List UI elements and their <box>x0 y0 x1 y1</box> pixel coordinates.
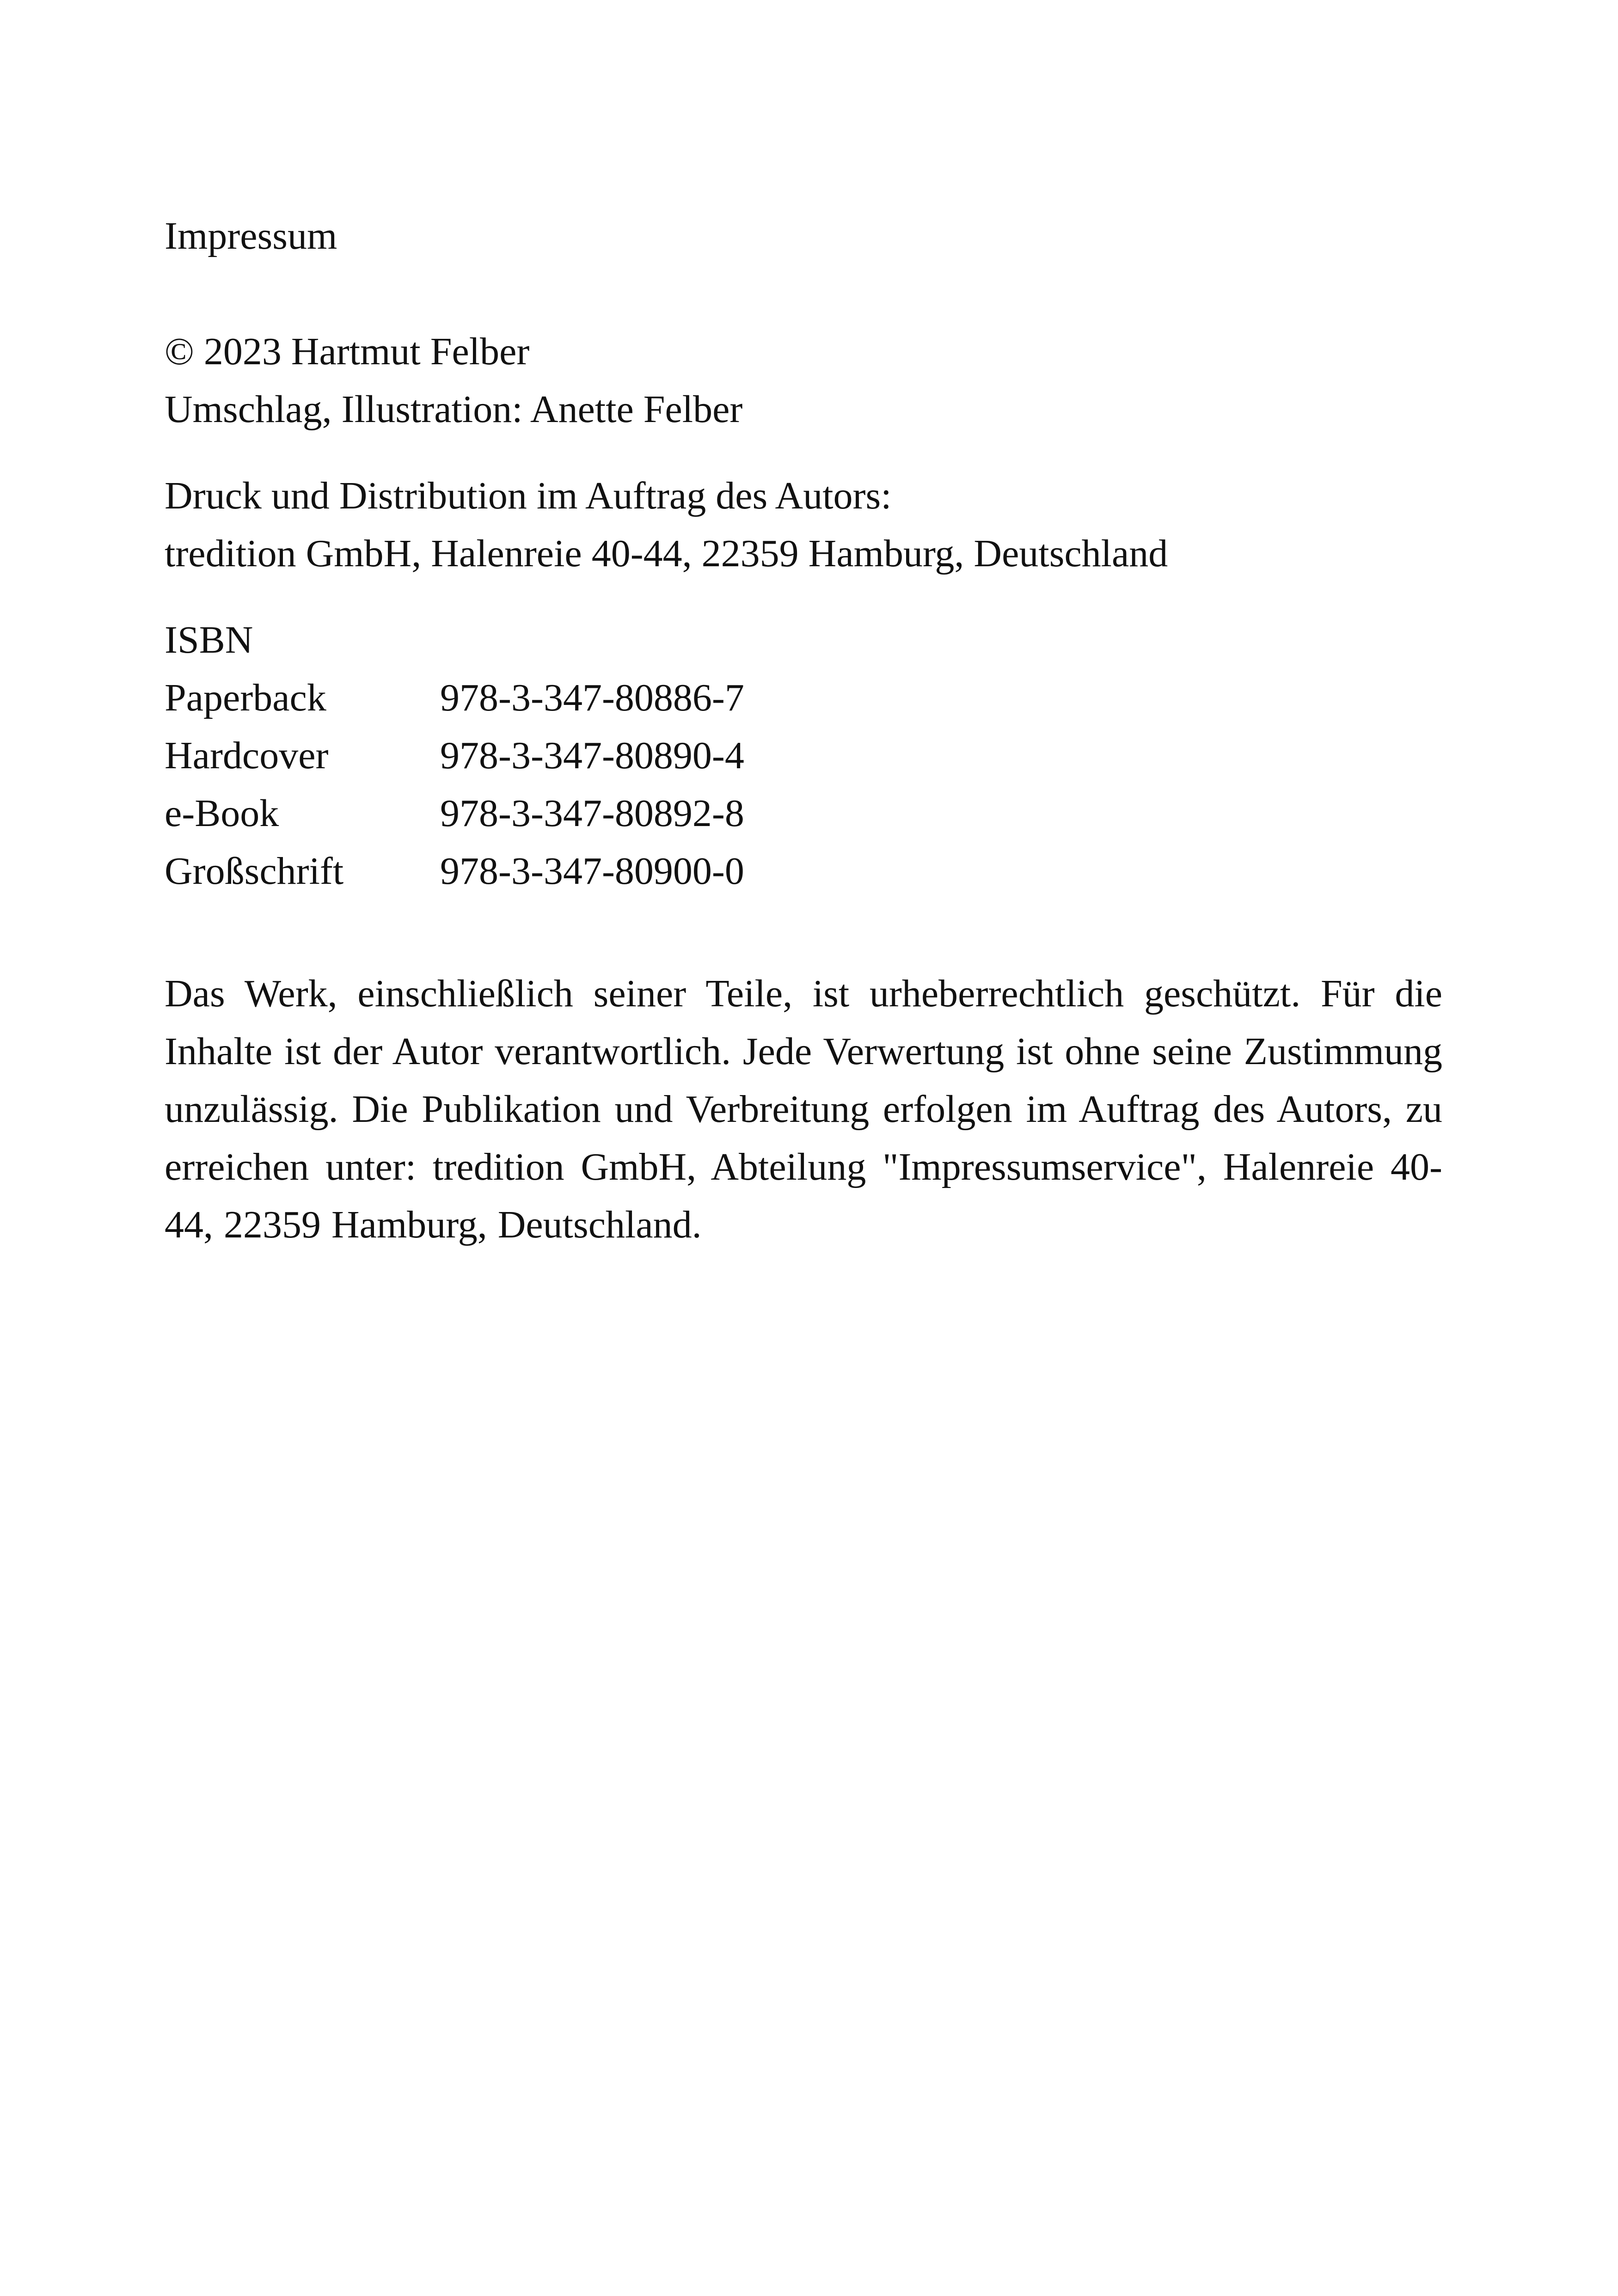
isbn-row-paperback <box>165 669 1442 727</box>
isbn-number: 978-3-347-80900-0 <box>440 850 744 893</box>
imprint-heading-block <box>165 207 1442 265</box>
isbn-format: Großschrift <box>165 850 344 893</box>
cover-illustration-line: Umschlag, Illustration: Anette Felber <box>165 388 743 431</box>
isbn-format: e-Book <box>165 792 279 835</box>
isbn-format: Hardcover <box>165 734 329 777</box>
isbn-number: 978-3-347-80892-8 <box>440 792 744 835</box>
isbn-number: 978-3-347-80890-4 <box>440 734 744 777</box>
copyright-line: © 2023 Hartmut Felber <box>165 330 530 373</box>
credits-block <box>165 323 1442 438</box>
imprint-page <box>165 207 1442 1254</box>
imprint-heading: Impressum <box>165 214 337 257</box>
print-distribution-line-1: Druck und Distribution im Auftrag des Autors: <box>165 474 892 517</box>
print-distribution-line-2: tredition GmbH, Halenreie 40-44, 22359 Hamburg, Deutschland <box>165 532 1168 575</box>
isbn-row-hardcover <box>165 727 1442 784</box>
isbn-label: ISBN <box>165 618 253 661</box>
isbn-row-ebook <box>165 784 1442 842</box>
isbn-row-grossschrift <box>165 842 1442 900</box>
isbn-block <box>165 611 1442 900</box>
print-distribution-block <box>165 467 1442 582</box>
isbn-number: 978-3-347-80886-7 <box>440 676 744 719</box>
legal-notice: Das Werk, einschließlich seiner Teile, ist urheberrechtlich geschützt. Für die Inhalte ist der Autor verantwortlich. Jede Verwertung ist ohne seine Zustimmung unzulässig. Die Publikation und Verbreitung erfolgen im Auftrag des Autors, zu erreichen unter: tredition GmbH, Abteilung "Impressumservice", Halenreie 40-44, 22359 Hamburg, Deutschland. <box>165 972 1442 1246</box>
isbn-format: Paperback <box>165 676 326 719</box>
